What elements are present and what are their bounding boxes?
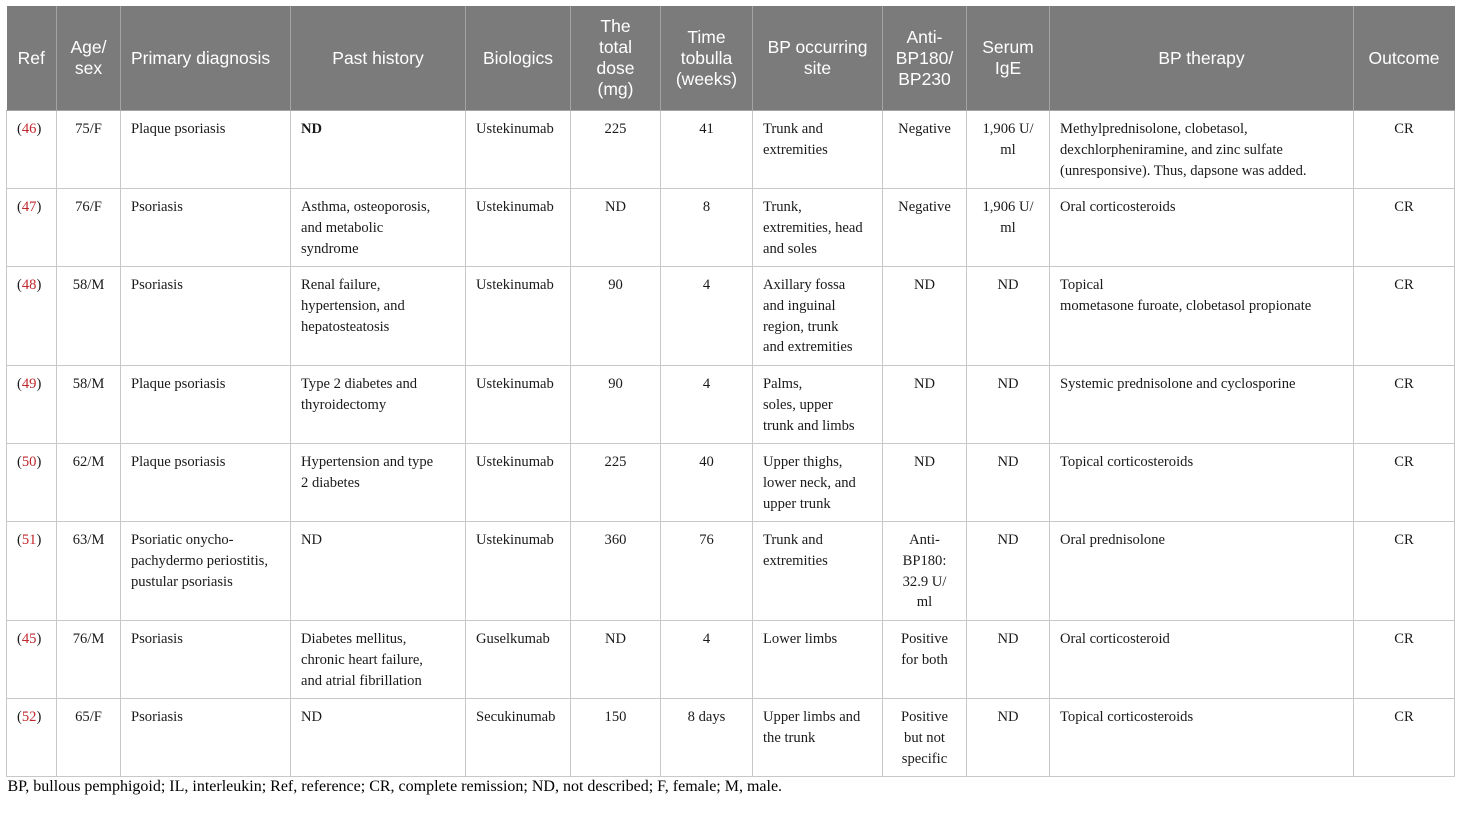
header-biologics: Biologics bbox=[466, 6, 571, 111]
footnote-row bbox=[7, 777, 1455, 798]
cell-bp-therapy: Topical corticosteroids bbox=[1050, 444, 1354, 522]
cell-age-sex: 65/F bbox=[57, 699, 121, 777]
reference-link[interactable]: 49 bbox=[21, 376, 37, 392]
case-table bbox=[6, 6, 1455, 797]
cell-ref bbox=[7, 522, 57, 621]
cell-past-history: Hypertension and type 2 diabetes bbox=[291, 444, 466, 522]
ref-close-paren: ) bbox=[36, 709, 42, 725]
cell-bp-site: Axillary fossa and inguinal region, trunk and extremities bbox=[753, 267, 883, 366]
ref-close-paren: ) bbox=[36, 376, 42, 392]
cell-anti-bp: Anti- BP180: 32.9 U/ ml bbox=[883, 522, 967, 621]
ref-open-paren: ( bbox=[17, 709, 22, 725]
table-body bbox=[7, 111, 1455, 777]
cell-time-to-bulla: 4 bbox=[661, 621, 753, 699]
cell-primary-diagnosis: Psoriasis bbox=[121, 621, 291, 699]
cell-bp-site: Lower limbs bbox=[753, 621, 883, 699]
cell-bp-therapy: Oral prednisolone bbox=[1050, 522, 1354, 621]
table-header bbox=[7, 6, 1455, 111]
reference-link[interactable]: 45 bbox=[21, 631, 37, 647]
header-serum-ige: Serum IgE bbox=[967, 6, 1050, 111]
cell-age-sex: 58/M bbox=[57, 366, 121, 444]
cell-bp-site: Upper thighs, lower neck, and upper trunk bbox=[753, 444, 883, 522]
cell-anti-bp: Negative bbox=[883, 189, 967, 267]
header-past-history: Past history bbox=[291, 6, 466, 111]
cell-time-to-bulla: 4 bbox=[661, 267, 753, 366]
cell-serum-ige: ND bbox=[967, 522, 1050, 621]
cell-biologics: Ustekinumab bbox=[466, 111, 571, 189]
cell-primary-diagnosis: Psoriasis bbox=[121, 189, 291, 267]
cell-biologics: Ustekinumab bbox=[466, 189, 571, 267]
table-row bbox=[7, 621, 1455, 699]
cell-bp-therapy: Oral corticosteroids bbox=[1050, 189, 1354, 267]
cell-serum-ige: 1,906 U/ ml bbox=[967, 111, 1050, 189]
cell-bp-therapy: Methylprednisolone, clobetasol, dexchlorpheniramine, and zinc sulfate (unresponsive). Thus, dapsone was added. bbox=[1050, 111, 1354, 189]
cell-total-dose: 90 bbox=[571, 267, 661, 366]
cell-outcome: CR bbox=[1354, 699, 1455, 777]
cell-age-sex: 62/M bbox=[57, 444, 121, 522]
cell-outcome: CR bbox=[1354, 267, 1455, 366]
cell-anti-bp: ND bbox=[883, 267, 967, 366]
cell-biologics: Ustekinumab bbox=[466, 444, 571, 522]
cell-serum-ige: ND bbox=[967, 444, 1050, 522]
cell-bp-therapy: Oral corticosteroid bbox=[1050, 621, 1354, 699]
cell-serum-ige: ND bbox=[967, 267, 1050, 366]
cell-bp-therapy: Topical corticosteroids bbox=[1050, 699, 1354, 777]
cell-ref bbox=[7, 366, 57, 444]
cell-age-sex: 75/F bbox=[57, 111, 121, 189]
cell-total-dose: ND bbox=[571, 621, 661, 699]
header-primary-diagnosis: Primary diagnosis bbox=[121, 6, 291, 111]
cell-outcome: CR bbox=[1354, 522, 1455, 621]
table-row bbox=[7, 444, 1455, 522]
ref-close-paren: ) bbox=[36, 454, 42, 470]
cell-past-history: Diabetes mellitus, chronic heart failure, and atrial fibrillation bbox=[291, 621, 466, 699]
cell-total-dose: 360 bbox=[571, 522, 661, 621]
ref-open-paren: ( bbox=[17, 454, 22, 470]
cell-primary-diagnosis: Plaque psoriasis bbox=[121, 366, 291, 444]
cell-age-sex: 76/M bbox=[57, 621, 121, 699]
cell-past-history: ND bbox=[291, 111, 466, 189]
ref-close-paren: ) bbox=[36, 532, 42, 548]
table-row bbox=[7, 366, 1455, 444]
cell-anti-bp: ND bbox=[883, 444, 967, 522]
header-total-dose: The total dose (mg) bbox=[571, 6, 661, 111]
cell-outcome: CR bbox=[1354, 621, 1455, 699]
cell-biologics: Ustekinumab bbox=[466, 267, 571, 366]
cell-time-to-bulla: 40 bbox=[661, 444, 753, 522]
header-bp-therapy: BP therapy bbox=[1050, 6, 1354, 111]
cell-anti-bp: Positive for both bbox=[883, 621, 967, 699]
reference-link[interactable]: 51 bbox=[21, 532, 37, 548]
table-row bbox=[7, 699, 1455, 777]
table-row bbox=[7, 189, 1455, 267]
cell-total-dose: 90 bbox=[571, 366, 661, 444]
cell-past-history: Renal failure, hypertension, and hepatosteatosis bbox=[291, 267, 466, 366]
cell-outcome: CR bbox=[1354, 189, 1455, 267]
cell-outcome: CR bbox=[1354, 366, 1455, 444]
cell-time-to-bulla: 4 bbox=[661, 366, 753, 444]
cell-ref bbox=[7, 621, 57, 699]
reference-link[interactable]: 47 bbox=[21, 199, 37, 215]
cell-outcome: CR bbox=[1354, 111, 1455, 189]
cell-time-to-bulla: 76 bbox=[661, 522, 753, 621]
reference-link[interactable]: 50 bbox=[21, 454, 37, 470]
cell-biologics: Secukinumab bbox=[466, 699, 571, 777]
cell-bp-site: Palms, soles, upper trunk and limbs bbox=[753, 366, 883, 444]
cell-outcome: CR bbox=[1354, 444, 1455, 522]
ref-close-paren: ) bbox=[36, 631, 42, 647]
ref-open-paren: ( bbox=[17, 376, 22, 392]
cell-past-history: ND bbox=[291, 699, 466, 777]
header-ref: Ref bbox=[7, 6, 57, 111]
cell-bp-therapy: Systemic prednisolone and cyclosporine bbox=[1050, 366, 1354, 444]
ref-open-paren: ( bbox=[17, 121, 22, 137]
cell-time-to-bulla: 8 days bbox=[661, 699, 753, 777]
table-footnote: BP, bullous pemphigoid; IL, interleukin; Ref, reference; CR, complete remission; ND, not described; F, female; M, male. bbox=[7, 778, 783, 795]
cell-primary-diagnosis: Psoriasis bbox=[121, 699, 291, 777]
cell-ref bbox=[7, 699, 57, 777]
ref-open-paren: ( bbox=[17, 631, 22, 647]
cell-time-to-bulla: 41 bbox=[661, 111, 753, 189]
cell-ref bbox=[7, 267, 57, 366]
cell-serum-ige: ND bbox=[967, 366, 1050, 444]
header-age-sex: Age/ sex bbox=[57, 6, 121, 111]
cell-ref bbox=[7, 111, 57, 189]
cell-past-history: Type 2 diabetes and thyroidectomy bbox=[291, 366, 466, 444]
case-table-container bbox=[6, 6, 1454, 797]
cell-serum-ige: 1,906 U/ ml bbox=[967, 189, 1050, 267]
cell-anti-bp: Negative bbox=[883, 111, 967, 189]
cell-past-history: ND bbox=[291, 522, 466, 621]
header-anti-bp: Anti- BP180/ BP230 bbox=[883, 6, 967, 111]
cell-bp-therapy: Topical mometasone furoate, clobetasol propionate bbox=[1050, 267, 1354, 366]
cell-primary-diagnosis: Psoriasis bbox=[121, 267, 291, 366]
table-row bbox=[7, 267, 1455, 366]
table-row bbox=[7, 522, 1455, 621]
cell-age-sex: 63/M bbox=[57, 522, 121, 621]
header-outcome: Outcome bbox=[1354, 6, 1455, 111]
cell-bp-site: Trunk and extremities bbox=[753, 522, 883, 621]
cell-total-dose: 225 bbox=[571, 444, 661, 522]
cell-time-to-bulla: 8 bbox=[661, 189, 753, 267]
cell-bp-site: Trunk, extremities, head and soles bbox=[753, 189, 883, 267]
cell-anti-bp: ND bbox=[883, 366, 967, 444]
header-bp-site: BP occurring site bbox=[753, 6, 883, 111]
ref-close-paren: ) bbox=[36, 277, 42, 293]
reference-link[interactable]: 52 bbox=[21, 709, 37, 725]
cell-total-dose: 225 bbox=[571, 111, 661, 189]
cell-age-sex: 58/M bbox=[57, 267, 121, 366]
cell-primary-diagnosis: Psoriatic onycho- pachydermo periostitis, pustular psoriasis bbox=[121, 522, 291, 621]
table-row bbox=[7, 111, 1455, 189]
cell-total-dose: 150 bbox=[571, 699, 661, 777]
ref-open-paren: ( bbox=[17, 199, 22, 215]
cell-bp-site: Upper limbs and the trunk bbox=[753, 699, 883, 777]
cell-serum-ige: ND bbox=[967, 699, 1050, 777]
ref-close-paren: ) bbox=[36, 121, 42, 137]
cell-primary-diagnosis: Plaque psoriasis bbox=[121, 444, 291, 522]
header-row bbox=[7, 6, 1455, 111]
cell-ref bbox=[7, 189, 57, 267]
cell-biologics: Ustekinumab bbox=[466, 522, 571, 621]
ref-open-paren: ( bbox=[17, 532, 22, 548]
header-time-to-bulla: Time tobulla (weeks) bbox=[661, 6, 753, 111]
reference-link[interactable]: 48 bbox=[21, 277, 37, 293]
cell-primary-diagnosis: Plaque psoriasis bbox=[121, 111, 291, 189]
cell-age-sex: 76/F bbox=[57, 189, 121, 267]
cell-bp-site: Trunk and extremities bbox=[753, 111, 883, 189]
ref-close-paren: ) bbox=[36, 199, 42, 215]
cell-ref bbox=[7, 444, 57, 522]
cell-total-dose: ND bbox=[571, 189, 661, 267]
cell-serum-ige: ND bbox=[967, 621, 1050, 699]
cell-biologics: Ustekinumab bbox=[466, 366, 571, 444]
cell-biologics: Guselkumab bbox=[466, 621, 571, 699]
cell-anti-bp: Positive but not specific bbox=[883, 699, 967, 777]
ref-open-paren: ( bbox=[17, 277, 22, 293]
reference-link[interactable]: 46 bbox=[21, 121, 37, 137]
cell-past-history: Asthma, osteoporosis, and metabolic syndrome bbox=[291, 189, 466, 267]
